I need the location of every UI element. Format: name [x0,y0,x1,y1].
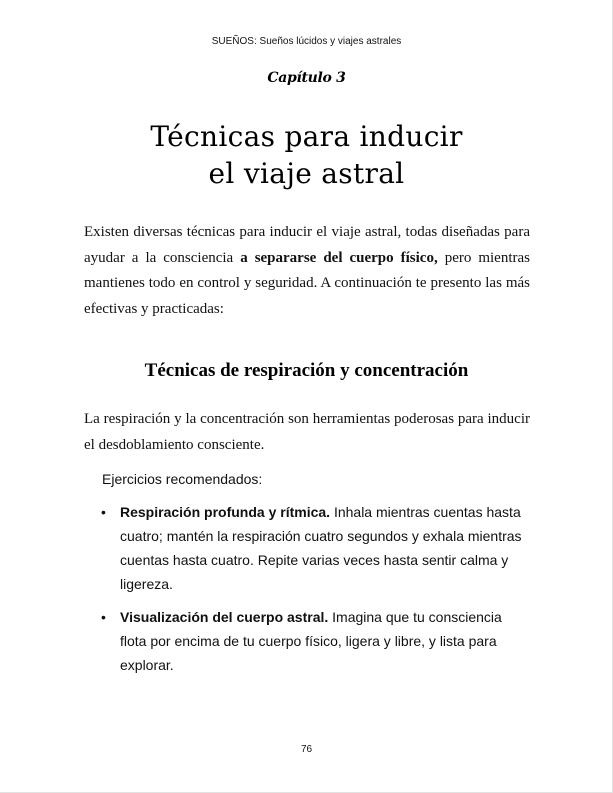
list-item-text: Inhala mientras cuentas hasta cuatro; mantén la respiración cuatro segundos y exhala mientras cuentas hasta cuatro. Repite varias veces hasta sentir calma y ligereza. [120,504,522,592]
intro-text-end: pero mientras mantienes todo en control y seguridad. A continuación te presento las más efectivas y practicadas: [84,249,530,317]
intro-bold-phrase: a separarse del cuerpo físico, [240,249,438,266]
chapter-title [0,118,613,192]
list-item [100,500,530,596]
bullet-icon: • [101,609,106,625]
list-item-title: Respiración profunda y rítmica. [120,504,331,520]
chapter-title-line-2: el viaje astral [208,157,405,190]
exercises-label: Ejercicios recomendados: [102,471,263,487]
running-header: SUEÑOS: Sueños lúcidos y viajes astrales [211,36,402,47]
bullet-icon: • [101,504,106,520]
chapter-label: Capítulo 3 [267,70,346,86]
intro-text-start: Existen diversas técnicas para inducir el viaje astral, todas diseñadas para ayudar a la consciencia [84,224,530,266]
list-item-title: Visualización del cuerpo astral. [120,609,329,625]
exercise-list [100,500,530,686]
intro-paragraph [84,220,530,322]
list-item-text: Imagina que tu consciencia flota por encima de tu cuerpo físico, ligera y libre, y lista para explorar. [120,609,502,673]
section-paragraph: La respiración y la concentración son herramientas poderosas para inducir el desdoblamiento consciente. [84,411,530,453]
section-heading: Técnicas de respiración y concentración [144,360,469,381]
page-number: 76 [300,744,313,755]
list-item [100,605,530,677]
chapter-title-line-1: Técnicas para inducir [150,120,463,153]
